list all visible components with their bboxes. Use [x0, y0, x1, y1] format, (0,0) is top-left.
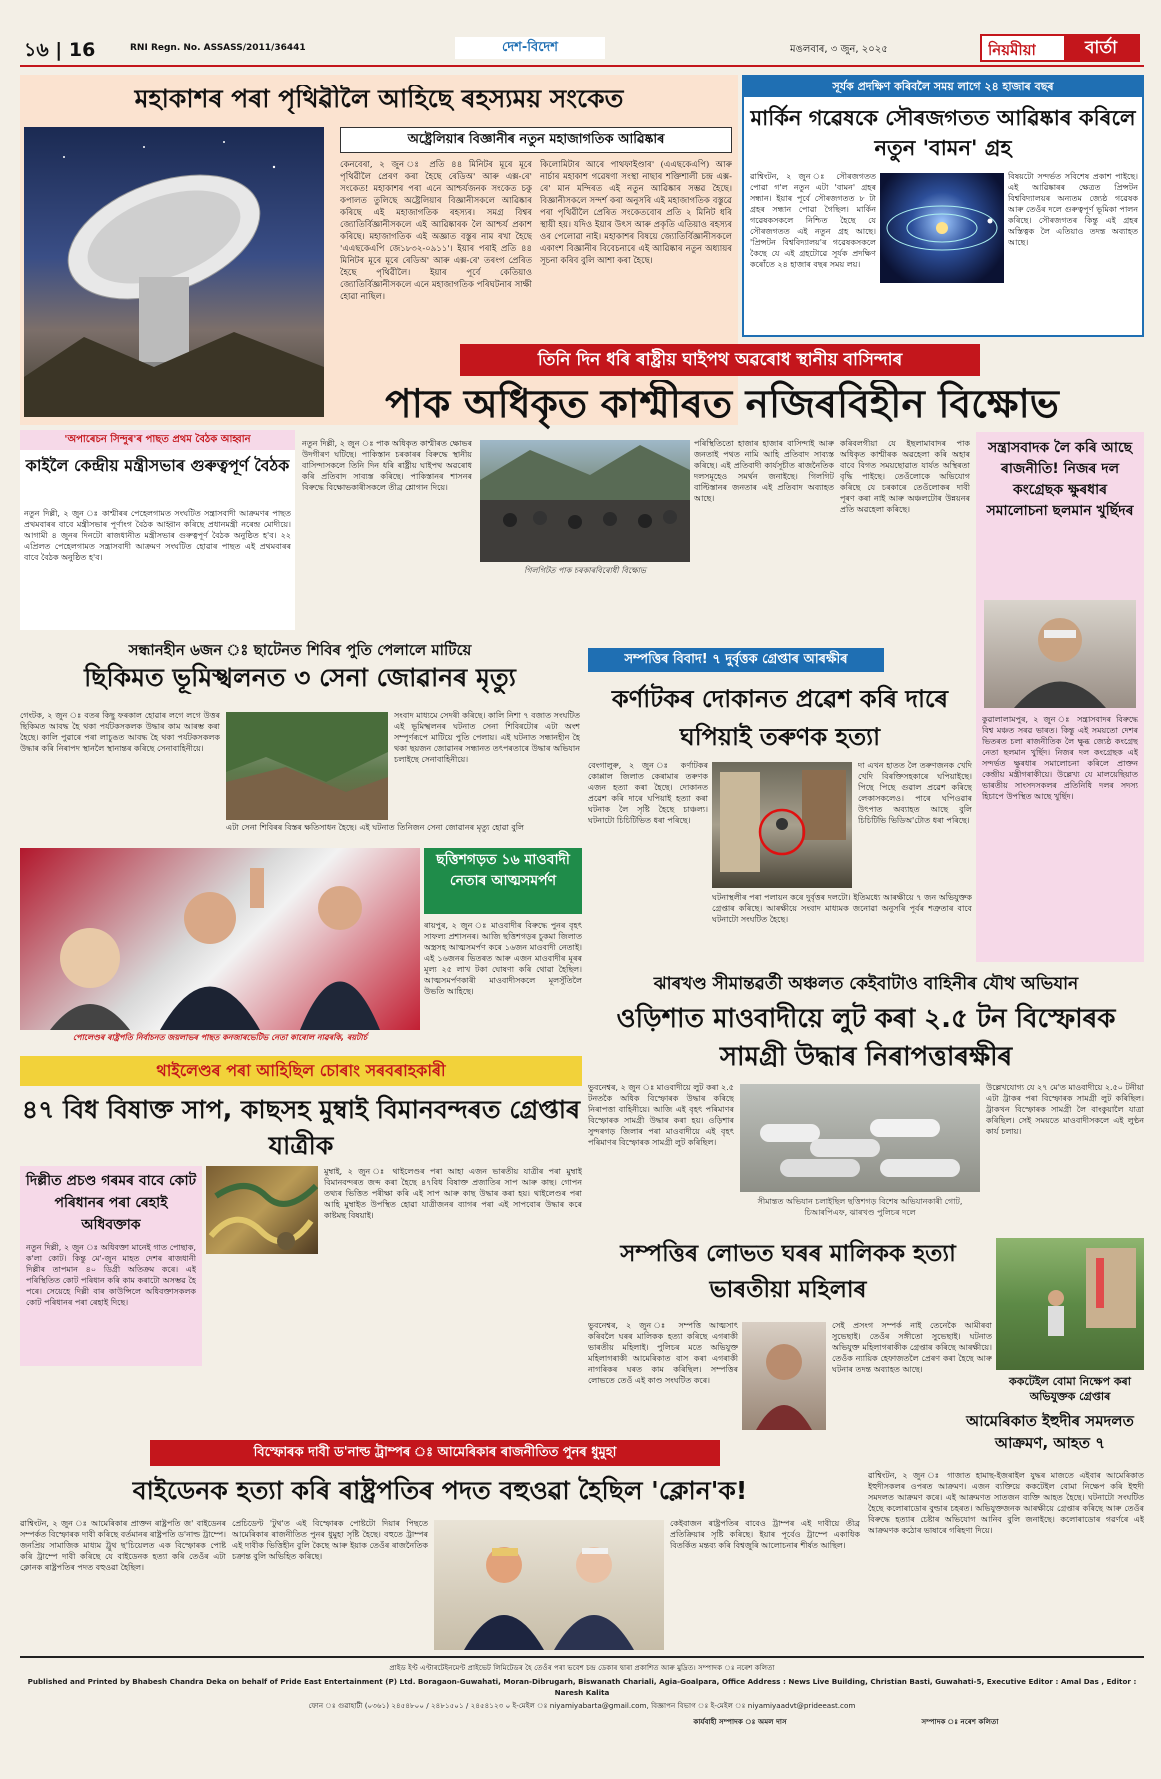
- colorado-attack-image: [996, 1238, 1144, 1370]
- poland-election-image: [20, 848, 420, 1030]
- thailand-body: মুম্বাই, ২ জুন ঃ থাইলেণ্ডৰ পৰা আহা এজন ভাৰতীয় যাত্ৰীৰ পৰা মুম্বাই বিমানবন্দৰত জব্দ কৰা হৈছে ৪৭বিধ বিষাক্ত প্ৰজাতিৰ সাপ আৰু কাছ। গোপন তথ্যৰ ভিত্তিত পৰীক্ষা কৰি এই সাপ আৰু কাছ উদ্ধাৰ কৰা হয়। থাইলেণ্ডৰ পৰা আহি মুম্বাইত উপস্থিত হোৱা যাত্ৰীজনৰ ব্যাগৰ পৰা এই সাপবোৰ উদ্ধাৰ কৰে কাষ্টমছ বিষয়াই।: [324, 1167, 582, 1220]
- attack-scene-illustration: [996, 1238, 1144, 1370]
- footer-line-english: Published and Printed by Bhabesh Chandra Deka on behalf of Pride East Entertainment (P) Ltd. Boragaon-Guwahati, Moran-Dibrugarh, Biswanath Chariali, Agia-Goalpara, Office Address : News Live Building, Christian Basti, Guwahati-5, Executive Editor : Amal Das , Editor : Naresh Kalita: [27, 1677, 1137, 1697]
- delhi-story: [20, 1166, 202, 1366]
- thailand-band: থাইলেণ্ডৰ পৰা আহিছিল চোৰাং সৰবৰাহকাৰী: [20, 1056, 582, 1086]
- odisha-body-col2: উল্লেখযোগ্য যে ২৭ মে'ত মাওবাদীয়ে ২.৫০ টনীয়া এটা ট্ৰাকৰ পৰা বিস্ফোৰক সামগ্ৰী লুট কৰিছিল। ট্ৰাকখন বিস্ফোৰক সামগ্ৰী লৈ বাংকুয়ালৈ যাত্ৰা কৰিছিল। সেই সময়তে মাওবাদীসকলে এই লুণ্ঠন কাৰ্য চলায়।: [986, 1083, 1144, 1136]
- trump-body-col3: কেইবাজন ৰাষ্ট্ৰপতিৰ বাবেও ট্ৰাম্পৰ এই দাবীয়ে তীব্ৰ প্ৰতিক্ৰিয়াৰ সৃষ্টি কৰিছে। ইয়াৰ পূৰ্বেও ট্ৰাম্পে একাধিক বিতৰ্কিত মন্তব্য কৰি বিশ্বজুৰি আলোচনাৰ শীৰ্ষত আছিল।: [670, 1519, 860, 1550]
- dwarf-band: সূৰ্যক প্ৰদক্ষিণ কৰিবলৈ সময় লাগে ২৪ হাজাৰ বছৰ: [744, 77, 1142, 97]
- karnataka-band: সম্পত্তিৰ বিবাদ! ৭ দুৰ্বৃত্তক গ্ৰেপ্তাৰ আৰক্ষীৰ: [588, 648, 884, 672]
- property-headline: সম্পত্তিৰ লোভত ঘৰৰ মালিকক হত্যা ভাৰতীয়া মহিলাৰ: [620, 1241, 956, 1303]
- portrait-illustration-2: [742, 1322, 826, 1430]
- space-body-col1: কেনবেৰা, ২ জুন ঃ প্ৰতি ৪৪ মিনিটৰ মূৰে মূৰে পৃথিৱীলৈ প্ৰেৰণ কৰা হৈছে ৰেডিঅ' আৰু এক্স-ৰে' সংকেত! মহাকাশৰ পৰা এনে আশ্চৰ্যজনক সংকেত চকু কপালত তুলিছে অষ্ট্ৰেলিয়াৰ বিজ্ঞানীসকলে আৱিষ্কাৰ কৰিছে এই মহাজাগতিক ৰহস্যৰ। সমগ্ৰ বিশ্বৰ জ্যোতিৰ্বিজ্ঞানীসকলে এই আৱিষ্কাৰক লৈ আশ্চৰ্য প্ৰকাশ কৰিছে। মহাজাগতিক এই অজ্ঞাত বস্তুৰ নাম ৰখা হৈছে 'এএছকেএপি জে১৮৩২-০৯১১'। ইয়াৰ পৰাই প্ৰতি ৪৪ মিনিটৰ মূৰে মূৰে ৰেডিঅ' আৰু এক্স-ৰে' তৰংগ প্ৰেৰিত হৈছে পৃথিৱীলৈ। ইয়াৰ পূৰ্বে কেতিয়াও জ্যোতিৰ্বিজ্ঞানীসকলে এনে মহাজাগতিক পৰিঘটনাৰ সাক্ষী হোৱা নাছিল।: [340, 160, 532, 302]
- trump-headline: বাইডেনক হত্যা কৰি ৰাষ্ট্ৰপতিৰ পদত বহুওৱা হৈছিল 'ক্লোন'ক!: [132, 1476, 748, 1505]
- kashmir-protest-image: [480, 440, 690, 562]
- karnataka-body-col1: বেংগালুৰু, ২ জুন ঃ কৰ্ণাটকৰ কোপ্পাল জিলাত কেৰামাৰ তৰুণক এজন হত্যা কৰা হৈছে। দোকানত প্ৰৱেশ কৰি দাৰে ঘপিয়াই হত্যা কৰা ঘটনাক লৈ সৃষ্টি হৈছে চাঞ্চল্য। ঘটনাটো চিচিটিভিত ধৰা পৰিছে।: [588, 761, 708, 825]
- footer-exec-editor: কাৰ্যবাহী সম্পাদক ঃ অমল দাস: [693, 1717, 787, 1726]
- accused-woman-photo: [742, 1322, 826, 1430]
- space-subheadline: অষ্ট্ৰেলিয়াৰ বিজ্ঞানীৰ নতুন মহাজাগতিক আৱিষ্কাৰ: [340, 127, 732, 153]
- sikkim-headline: ছিকিমত ভূমিস্খলনত ৩ সেনা জোৱানৰ মৃত্যু: [84, 663, 516, 692]
- trump-body-col2: প্ৰেচিডেণ্ট 'টুথ'ত এই বিস্ফোৰক পোষ্টটো দিয়াৰ পিছতে আমেৰিকাৰ ৰাজনীতিত পুনৰ ধুমুহা সৃষ্টি হৈছে। বহুতে ট্ৰাম্পৰ এই দাবীক ভিত্তিহীন বুলি কৈছে আৰু ইয়াক তেওঁৰ ৰাজনৈতিক চক্ৰান্ত বুলি অভিহিত কৰিছে।: [232, 1519, 428, 1561]
- rni-number: RNI Regn. No. ASSASS/2011/36441: [130, 43, 306, 53]
- delhi-body: নতুন দিল্লী, ২ জুন ঃ অধিবক্তা মানেই গাত পোছাক, ক'লা কোট। কিন্তু মে'-জুন মাহত দেশৰ ৰাজধানী দিল্লীৰ তাপমান ৪০ ডিগ্ৰী অতিক্ৰম কৰে। এই পৰিস্থিতিত কোট পৰিধান কৰি কাম কৰাটো অসম্ভৱ হৈ পৰে। সেয়েহে দিল্লী বাৰ কাউন্সিলে অধিবক্তাসকলক কোট পৰিধানৰ পৰা ৰেহাই দিছে।: [26, 1243, 196, 1307]
- kashmir-body-col2: পৰিস্থিতিতো হাজাৰ হাজাৰ বাসিন্দাই আৰু জনতাই পথত নামি আহি প্ৰতিবাদ সাব্যস্ত কৰিছে। এই প্ৰতিবাদী কাৰ্যসূচীত ৰাজনৈতিক দলসমূহেও সমৰ্থন জনাইছে। গিলগিট বাল্টিস্তানৰ জনতাৰ এই প্ৰতিবাদ অব্যাহত আছে।: [694, 439, 834, 503]
- odisha-explosives-image: [740, 1084, 980, 1192]
- colorado-body: ৱাশ্বিংটন, ২ জুন ঃ গাজাত হামাছ-ইজৰাইল যুদ্ধৰ মাজতে এইবাৰ আমেৰিকাত ইহুদীসকলৰ ওপৰত আক্ৰমণ। এজন ব্যক্তিয়ে ককটেইল বোমা নিক্ষেপ কৰি ইহুদী সমদলত আক্ৰমণ কৰে। এই আক্ৰমণত সাতজন ব্যক্তি আহত হৈছে। ঘটনাটো সংঘটিত হৈছে কলোৰাডোৰ বুল্ডাৰ চহৰত। অভিযুক্তজনক আৰক্ষীয়ে গ্ৰেপ্তাৰ কৰিছে আৰু তেওঁৰ বিৰুদ্ধে হত্যাৰ চেষ্টাৰ অভিযোগ আনিব বুলি জনাইছে। কলোৰাডোৰ গৱৰ্ণৰে এই আক্ৰমণক কঠোৰ ভাষাৰে গৰিহণা দিয়ে।: [868, 1471, 1144, 1535]
- brand-name-a: নিয়মীয়া: [988, 41, 1036, 59]
- kashmir-body-col1: নতুন দিল্লী, ২ জুন ঃ পাক অধিকৃত কাশ্মীৰত ক্ষোভৰ উদগীৰণ ঘটিছে। পাকিস্তান চৰকাৰৰ বিৰুদ্ধে স্থানীয় বাসিন্দাসকলে তিনি দিন ধৰি ৰাষ্ট্ৰীয় ঘাইপথ অৱৰোধ কৰি প্ৰতিবাদ সাব্যস্ত কৰিছে। পাকিস্তানৰ শাসনৰ বিৰুদ্ধে বিক্ষোভকাৰীসকলে তীব্ৰ শ্লোগান দিয়ে।: [302, 439, 472, 492]
- dwarf-headline: মাৰ্কিন গৱেষকে সৌৰজগতত আৱিষ্কাৰ কৰিলে নতুন 'বামন' গ্ৰহ: [750, 106, 1136, 160]
- footer-line-assamese: প্ৰাইড ইণ্ট এণ্টাৰটেইনমেণ্ট প্ৰাইভেট লিমিটেডৰ হৈ তেওঁৰ পৰা ভবেশ চন্দ্ৰ ডেকাৰ দ্বাৰা প্ৰকাশিত আৰু মুদ্ৰিত। সম্পাদক ঃ নৰেশ কলিতা: [389, 1663, 775, 1672]
- sindoor-story: [20, 430, 295, 630]
- landslide-illustration: [226, 712, 388, 820]
- space-body-col2: কিলোমিটাৰ আৰে পাথফাইণ্ডাৰ' (এএছকেএপি) আৰু নাৰ্চাৰ মহাকাশ গৱেষণা সংস্থা নাছাৰ শক্তিশালী চন্দ্ৰ এক্স-ৰে' মান মন্দিৰত এই নতুন আৱিষ্কাৰ সম্ভৱ হৈছে। বিজ্ঞানীসকলে সন্দৰ্শ কৰা অনুসৰি এই মহাজাগতিক বস্তুৱে পৰা পৃথিৱীলৈ প্ৰেৰিত সংকেতবোৰ প্ৰতি ২ মিনিট ধৰি স্থায়ী হয়। যদিও ইয়াৰ উৎস আৰু প্ৰকৃতি এতিয়াও ৰহস্যৰ ওৰ পেলোৱা নাই। মহাকাশৰ বিষয়ে জ্যোতিৰ্বিজ্ঞানীসকলে একাংশ বিজ্ঞানীৰ বিবেচনাৰে এই আৱিষ্কাৰ নতুন অধ্যায়ৰ সূচনা কৰিব বুলি আশা কৰা হৈছে।: [540, 160, 732, 266]
- two-leaders-illustration: [434, 1520, 664, 1650]
- header-rule: [20, 65, 1144, 67]
- sikkim-landslide-image: [226, 712, 388, 820]
- page-number: ১৬ | 16: [24, 39, 96, 61]
- radio-telescope-illustration: [24, 127, 324, 417]
- khurshid-headline: সন্ত্ৰাসবাদক লৈ কৰি আছে ৰাজনীতি! নিজৰ দল কংগ্ৰেছক ক্ষুৰধাৰ সমালোচনা ছলমান খুৰ্ছিদৰ: [986, 440, 1134, 519]
- poland-caption: পোলেণ্ডৰ ৰাষ্ট্ৰপতি নিৰ্বাচনত জয়লাভৰ পাছত কনজাৰভেটিভ নেতা কাৰোল নাৱৰকি, ৰয়টাৰ্চ: [72, 1033, 368, 1042]
- kashmir-band: তিনি দিন ধৰি ৰাষ্ট্ৰীয় ঘাইপথ অৱৰোধ স্থানীয় বাসিন্দাৰ: [460, 344, 980, 376]
- election-celebration-illustration: [20, 848, 420, 1030]
- sindoor-band: 'অপাৰেচন সিন্দুৰ'ৰ পাছত প্ৰথম বৈঠক আহ্বান: [20, 430, 295, 450]
- sikkim-body-col1: গেংটক, ২ জুন ঃ বতৰ কিছু ফৰকাল হোৱাৰ লগে লগে উত্তৰ ছিকিমত আবদ্ধ হৈ থকা পৰ্যটকসকলক উদ্ধাৰ কাম আৰম্ভ কৰা হৈছে। কালি পুৱাৰে পৰা লাচুঙত আবদ্ধ হৈ থকা পৰ্যটকসকলক উদ্ধাৰ কৰি নিৰাপদ স্থানলৈ স্থানান্তৰ কৰিছে সেনাবাহিনীয়ে।: [20, 711, 220, 753]
- dwarf-body-col1: ৱাশ্বিংটন, ২ জুন ঃ সৌৰজগতত পোৱা গ'ল নতুন এটা 'বামন' গ্ৰহৰ সন্ধান। ইয়াৰ পূৰ্বে সৌৰজগতত ৮ টা গ্ৰহৰ সন্ধান পোৱা গৈছিল। মাৰ্কিন গৱেষকসকলে নিশ্চিত হৈছে যে সৌৰজগতত এই নতুন গ্ৰহ আছে। 'প্ৰিন্সটন বিশ্ববিদ্যালয়'ৰ গৱেষকসকলে কৈছে যে এই গ্ৰহটোৱে সূৰ্যক প্ৰদক্ষিণ কৰোঁতে ২৪ হাজাৰ বছৰ সময় লয়।: [750, 172, 876, 269]
- khurshid-story: [976, 432, 1144, 962]
- radio-telescope-image: [24, 127, 324, 417]
- orbit-illustration: [880, 173, 1004, 283]
- property-body-col1: ভুবনেশ্বৰ, ২ জুন ঃ সম্পত্তি আত্মসাৎ কৰিবলৈ ঘৰৰ মালিকক হত্যা কৰিছে এগৰাকী ভাৰতীয় মহিলাই। পুলিচৰ মতে অভিযুক্ত মহিলাগৰাকী আমেৰিকাত বাস কৰা এগৰাকী নাগৰিকৰ ঘৰত কাম কৰিছিল। সম্পত্তিৰ লোভতে তেওঁ এই কাণ্ড সংঘটিত কৰে।: [588, 1321, 738, 1385]
- karnataka-body-col3: ঘটনাস্থলীৰ পৰা পলায়ন কৰে দুৰ্বৃত্তৰ দলটো। ইতিমধ্যে আৰক্ষীয়ে ৭ জন অভিযুক্তক গ্ৰেপ্তাৰ কৰিছে। আৰক্ষীয়ে সংবাদ মাধ্যমক জনোৱা অনুসৰি পূৰ্বৰ শত্ৰুতাৰ বাবে ঘটনাটো সংঘটিত হৈছে।: [712, 893, 972, 924]
- khurshid-body: কুৱালালামপুৰ, ২ জুন ঃ সন্ত্ৰাসবাদৰ বিৰুদ্ধে বিশ্ব মঞ্চত সৰৱ ভাৰত। কিন্তু এই সময়তো দেশৰ ভিতৰত চলা ৰাজনীতিক লৈ ক্ষুব্ধ জ্যেষ্ঠ কংগ্ৰেছ নেতা ছলমান খুৰ্ছিদ। নিজৰ দল কংগ্ৰেছক এই সন্দৰ্ভত ক্ষুৰধাৰ সমালোচনা কৰিলে প্ৰাক্তন কেন্দ্ৰীয় মন্ত্ৰীগৰাকীয়ে। উল্লেখ্য যে মালয়েছিয়াত ভাৰতীয় সাংসদসকলৰ প্ৰতিনিধি দলৰ সদস্য হিচাপে উপস্থিত আছে খুৰ্ছিদ।: [982, 715, 1138, 801]
- brand-logo: [980, 34, 1140, 62]
- footer-rule: [20, 1656, 1144, 1658]
- sikkim-strap: সন্ধানহীন ৬জন ঃ ছাটেনত শিবিৰ পুতি পেলালে মাটিয়ে: [128, 641, 472, 659]
- kashmir-body-col3: কৰিবলগীয়া যে ইছলামাবাদৰ পাক অধিকৃত কাশ্মীৰক অৱহেলা কৰি অহাৰ বাবে বিগত সময়ছোৱাত যাৰ্যত অস্থিৰতা বৃদ্ধি পাইছে। তেওঁলোকে অভিযোগ কৰিছে যে চৰকাৰে তেওঁলোকৰ দাবী পূৰণ কৰা নাই আৰু অঞ্চলটোৰ উন্নয়নৰ প্ৰতি অৱহেলা কৰিছে।: [840, 439, 970, 514]
- trump-body-col1: ৱাশ্বিংটন, ২ জুন ঃ আমেৰিকাৰ প্ৰাক্তন ৰাষ্ট্ৰপতি জ' বাইডেনৰ সম্পৰ্কত বিস্ফোৰক দাবী কৰিছে বৰ্তমানৰ ৰাষ্ট্ৰপতি ড'নাল্ড ট্ৰাম্পে। জনপ্ৰিয় সামাজিক মাধ্যম ট্ৰুথ ছ'চিয়েলত এক বিস্ফোৰক পোষ্ট কৰি ট্ৰাম্পে দাবী কৰিছে যে বাইডেনক হত্যা কৰি তেওঁৰ এটা ক্লোনক ৰাষ্ট্ৰপতিৰ পদত বহুওৱা হৈছিল।: [20, 1519, 226, 1572]
- portrait-illustration: [984, 600, 1136, 708]
- kashmir-caption: গিলগিটত পাক চৰকাৰবিৰোধী বিক্ষোভ: [524, 566, 646, 575]
- sindoor-body: নতুন দিল্লী, ২ জুন ঃ কাশ্মীৰৰ পেহেলগামত সংঘটিত সন্ত্ৰাসবাদী আক্ৰমণৰ পাছত প্ৰথমবাৰৰ বাবে মন্ত্ৰীসভাৰ পূৰ্ণাংগ বৈঠক আহ্বান কৰিছে প্ৰধানমন্ত্ৰী নৰেন্দ্ৰ মোদীয়ে। আগামী ৪ জুনৰ দিনটো ৰাজধানীত মন্ত্ৰীসভাৰ গুৰুত্বপূৰ্ণ বৈঠক অনুষ্ঠিত হ'ব। ২২ এপ্ৰিলত পেহেলগামত সন্ত্ৰাসবাদী আক্ৰমণ সংঘটিত হোৱাৰ পাছত এই প্ৰথমবাৰৰ বাবে বৈঠক অনুষ্ঠিত হ'ব।: [24, 509, 291, 562]
- khurshid-photo: [984, 600, 1136, 708]
- section-label: দেশ-বিদেশ: [455, 37, 605, 59]
- chhattisgarh-story: [424, 848, 582, 1058]
- protest-crowd-illustration: [480, 440, 690, 562]
- sindoor-headline: কাইলৈ কেন্দ্ৰীয় মন্ত্ৰীসভাৰ গুৰুত্বপূৰ্ণ বৈঠক: [25, 456, 290, 475]
- thailand-headline: ৪৭ বিধ বিষাক্ত সাপ, কাছসহ মুম্বাই বিমানবন্দৰত গ্ৰেপ্তাৰ যাত্ৰীক: [21, 1095, 581, 1160]
- footer-contact: ফোন ঃ গুৱাহাটী (০৩৬১) ২৪৫৪৮০০ / ২৪৮১৫০১ / ২৪৫৪১২৩ ০ ই-মেইল ঃ niyamiyabarta@gmail.com, বিজ্ঞাপন বিভাগ ঃ ই-মেইল ঃ niyamiyaadvt@prideeast.com: [308, 1701, 856, 1710]
- brand-name-b: বাৰ্তা: [1064, 36, 1138, 60]
- sikkim-body-col2: সংবাদ মাধ্যমে সেদৰী কৰিছে। কালি নিশা ৭ বজাত সংঘটিত এই ভূমিস্খলনৰ ঘটনাত সেনা শিবিৰটোৰ এটা অংশ সম্পূৰ্ণৰূপে মাটিয়ে পুতি পেলায়। এই ঘটনাত সন্ধানহীন হৈ থকা ছয়জন জোৱানৰ সন্ধানত তৎপৰতাৰে উদ্ধাৰ অভিযান চলাইছে সেনাবাহিনীয়ে।: [394, 711, 580, 764]
- explosive-cylinders-illustration: [740, 1084, 980, 1192]
- sikkim-caption: এটা সেনা শিবিৰৰ বিস্তৰ ক্ষতিসাধন হৈছে। এই ঘটনাত তিনিজন সেনা জোৱানৰ মৃত্যু হোৱা বুলি: [226, 823, 525, 832]
- odisha-strap: ঝাৰখণ্ড সীমান্তৱৰ্তী অঞ্চলত কেইবাটাও বাহিনীৰ যৌথ অভিযান: [653, 974, 1079, 994]
- odisha-body-col1: ভুবনেশ্বৰ, ২ জুন ঃ মাওবাদীয়ে লুট কৰা ২.৫ টনতকৈ অধিক বিস্ফোৰক উদ্ধাৰ কৰিছে নিৰাপত্তা বাহিনীয়ে। আজি এই বৃহৎ পৰিমাণৰ বিস্ফোৰক সামগ্ৰী উদ্ধাৰ কৰা হয়। ওড়িশাৰ সুন্দৰগড় জিলাৰ পৰা মাওবাদীয়ে এই বৃহৎ পৰিমাণৰ বিস্ফোৰক সামগ্ৰী লুট কৰিছিল।: [588, 1083, 734, 1147]
- snakes-image: [206, 1166, 318, 1254]
- karnataka-cctv-image: [712, 762, 852, 888]
- karnataka-body-col2: দা এখন হাতত লৈ তৰুণজনক খেদি খেদি বিৰক্তিসহকাৰে ঘপিয়াইছে। পিছে পিছে গুৱাল প্ৰৱেশ কৰিছে লেকাসকলেও। পাৰে ঘপিওৱাৰ উৎপাত অব্যাহত আছে বুলি চিচিটিভি ভিডিঅ'টোত ধৰা পৰিছে।: [858, 761, 972, 825]
- colorado-caption: ককটেইল বোমা নিক্ষেপ কৰা অভিযুক্তক গ্ৰেপ্তাৰ: [1009, 1375, 1131, 1403]
- snakes-illustration: [206, 1166, 318, 1254]
- delhi-headline: দিল্লীত প্ৰচণ্ড গৰমৰ বাবে কোট পৰিধানৰ পৰা ৰেহাই অধিবক্তাক: [25, 1173, 197, 1233]
- trump-biden-image: [434, 1520, 664, 1650]
- cctv-frame-illustration: [712, 762, 852, 888]
- odisha-headline: ওড়িশাত মাওবাদীয়ে লুট কৰা ২.৫ টন বিস্ফোৰক সামগ্ৰী উদ্ধাৰ নিৰাপত্তাৰক্ষীৰ: [616, 1004, 1116, 1072]
- colorado-headline: আমেৰিকাত ইহুদীৰ সমদলত আক্ৰমণ, আহত ৭: [966, 1412, 1134, 1452]
- trump-band: বিস্ফোৰক দাবী ড'নাল্ড ট্ৰাম্পৰ ঃ আমেৰিকাৰ ৰাজনীতিত পুনৰ ধুমুহা: [150, 1440, 720, 1466]
- footer-editor: সম্পাদক ঃ নৰেশ কলিতা: [921, 1717, 999, 1726]
- solar-system-image: [880, 173, 1004, 283]
- space-headline: মহাকাশৰ পৰা পৃথিৱীলৈ আহিছে ৰহস্যময় সংকেত: [134, 85, 624, 113]
- odisha-caption: সীমান্তত অভিযান চলাইছিল ছত্তিশগড় বিশেষ অভিযানকাৰী গোট, চিআৰপিএফ, ঝাৰখণ্ড পুলিচৰ দলে: [757, 1197, 963, 1217]
- dwarf-body-col2: বিষয়টো সন্দৰ্ভত সবিশেষ প্ৰকাশ পাইছে। এই আৱিষ্কাৰৰ ক্ষেত্ৰত প্ৰিন্সটন বিশ্ববিদ্যালয়ৰ অন্যতম জ্যেষ্ঠ গৱেষক আৰু তেওঁৰ দলে গুৰুত্বপূৰ্ণ ভূমিকা পালন কৰিছে। সৌৰজগতৰ কিন্তু এই গ্ৰহৰ অস্তিত্বক লৈ এতিয়াও তদন্ত অব্যাহত আছে।: [1008, 172, 1138, 247]
- chhattisgarh-body: ৰায়পুৰ, ২ জুন ঃ মাওবাদীৰ বিৰুদ্ধে পুনৰ বৃহৎ সাফল্য প্ৰশাসনৰ। আজি ছত্তিশগড়ৰ চুকমা জিলাত অস্ত্ৰসহ আত্মসমৰ্পণ কৰে ১৬জন মাওবাদী নেতাই। এই ১৬জনৰ ভিতৰত আৰু এজন মাওবাদীৰ মূৰৰ মূল্য ২৫ লাখ টকা ঘোষণা কৰি থোৱা হৈছিল। আত্মসমৰ্পণকাৰী মাওবাদীসকলে মূলসুঁতিলৈ উভতি আহিছে।: [424, 921, 582, 996]
- chhattisgarh-headline: ছত্তিশগড়ত ১৬ মাওবাদী নেতাৰ আত্মসমৰ্পণ: [424, 848, 582, 914]
- dwarf-planet-story: [742, 75, 1144, 337]
- kashmir-headline: পাক অধিকৃত কাশ্মীৰত নজিৰবিহীন বিক্ষোভ: [385, 382, 1059, 427]
- karnataka-headline: কৰ্ণাটকৰ দোকানত প্ৰৱেশ কৰি দাৰে ঘপিয়াই তৰুণক হত্যা: [611, 685, 949, 751]
- masthead: [20, 34, 1144, 62]
- issue-date: মঙলবাৰ, ৩ জুন, ২০২৫: [790, 44, 888, 55]
- property-body-col2: সেই প্ৰসংগ সম্পৰ্ক নাই তেনেকৈ আমীৰবা সুভেছাই। তেওঁৰ সঙ্গীতো সুভেছাই। ঘটনাত অভিযুক্ত মহিলাগৰাকীক গ্ৰেপ্তাৰ কৰিছে আৰক্ষীয়ে। তেওঁক ন্যায়িক হেফাজতলৈ প্ৰেৰণ কৰা হৈছে আৰু ঘটনাৰ তদন্ত অব্যাহত আছে।: [832, 1321, 992, 1374]
